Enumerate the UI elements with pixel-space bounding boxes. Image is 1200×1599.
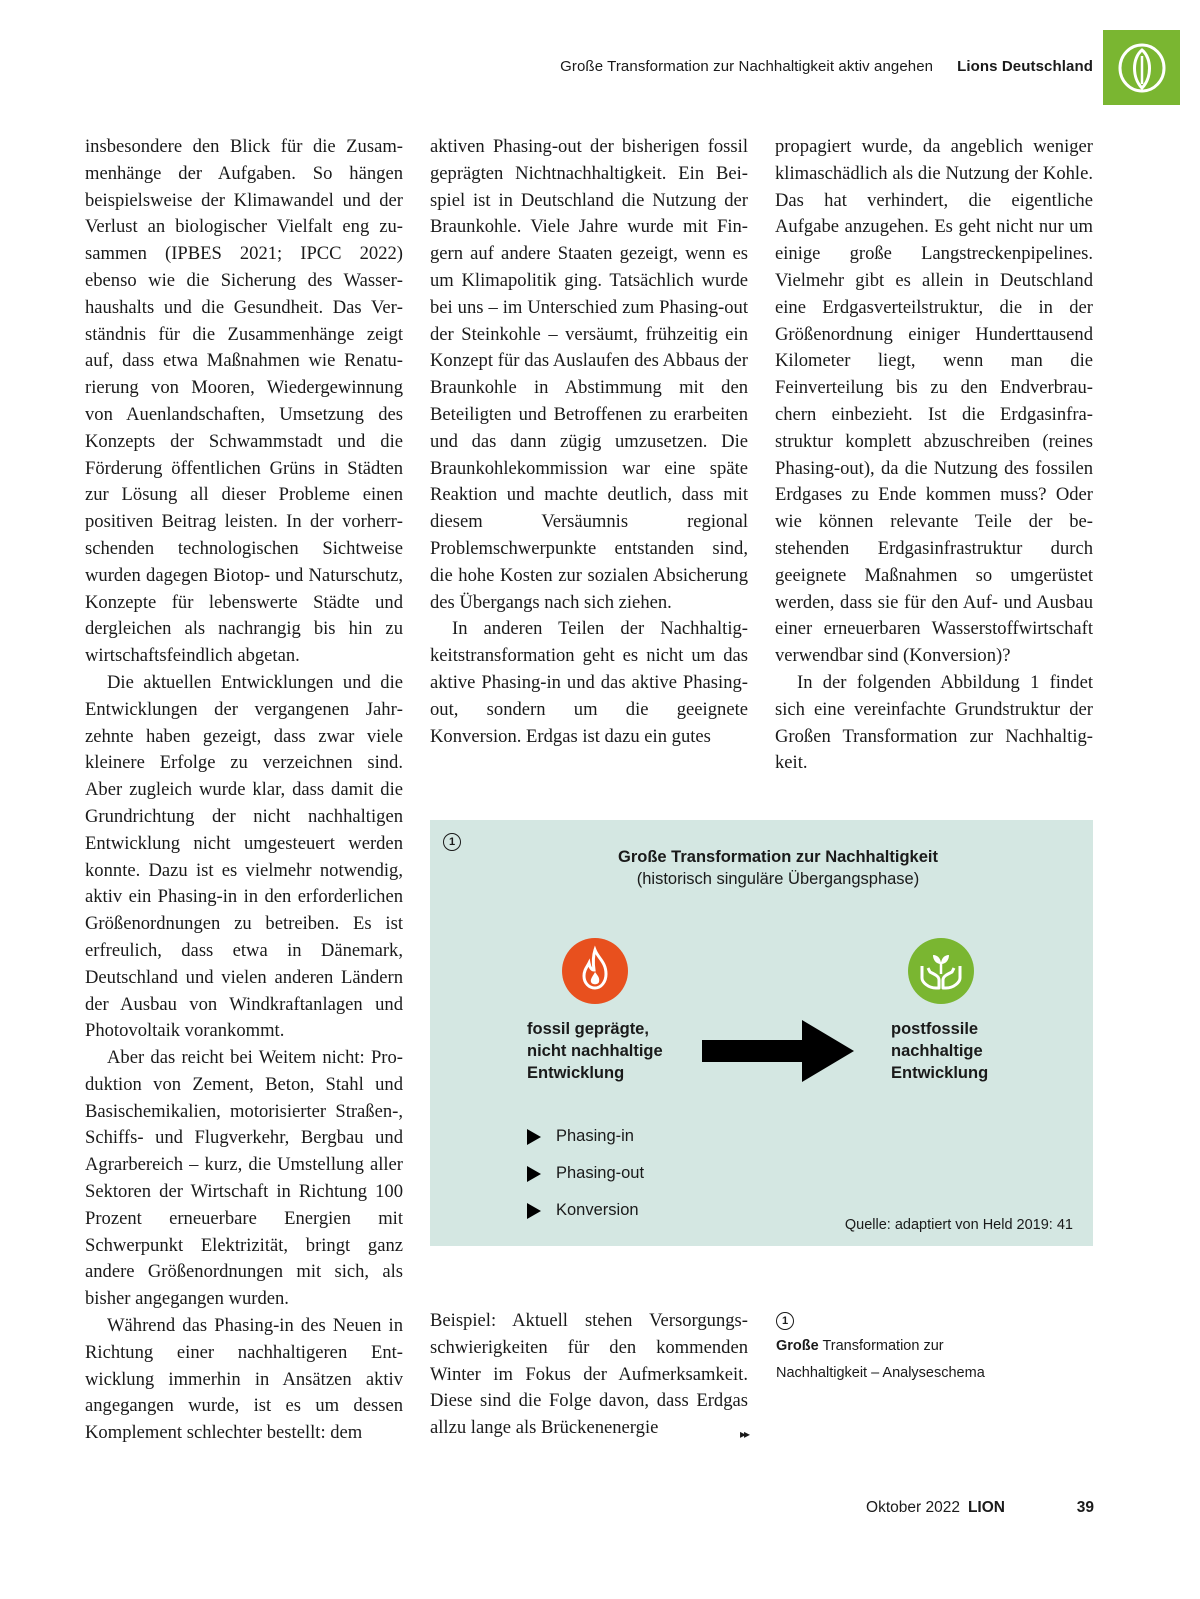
label-line: fossil geprägte, [527,1020,649,1038]
caption-line [776,1333,1096,1360]
list-item-label: Phasing-out [556,1164,645,1182]
caption-line: Nachhaltigkeit – Analyseschema [776,1365,985,1381]
label-line: nachhaltige [891,1042,983,1060]
text-column-2-bottom [430,1308,748,1448]
figure-source: Quelle: adaptiert von Held 2019: 41 [844,1217,1073,1233]
text-column-1 [85,134,403,1447]
flame-icon [562,938,628,1004]
label-fossil-development [527,1018,663,1084]
footer-issue: Oktober 2022 [866,1499,960,1516]
figure-caption [776,1312,1096,1387]
running-head-title: Große Transformation zur Nachhaltigkeit aktiv angehen [560,58,934,75]
figure-number-badge: 1 [443,833,461,851]
paragraph: Die aktuellen Entwicklungen und die Entwicklungen der vergangenen Jahrzehnte haben gezeigt, dass zwar viele kleinere Erfolge zu verzeichnen sind. Aber zugleich wurde klar, dass damit die Grundrichtung der nicht nachhaltigen Entwicklung nicht umgesteuert werden konnte. Dazu ist es vielmehr notwendig, aktiv ein Phasing-in in den erforderlichen Größenordnungen zu betreiben. Es ist erfreulich, dass etwa in Dänemark, Deutschland und vielen anderen Ländern der Ausbau von Windkraftanlagen und Photovoltaik vorankommt. [85,671,403,1042]
running-head-brand: Lions Deutschland [957,58,1093,75]
paragraph [430,1308,748,1442]
label-postfossil-development [891,1018,988,1084]
paragraph-text: Beispiel: Aktuell stehen Versorgungsschwierigkeiten für den kommenden Winter im Fokus der Aufmerksamkeit. Diese sind die Folge davon, dass Erdgas allzu lange als Brückenenergie [430,1310,748,1439]
label-line: Entwicklung [891,1064,989,1082]
paragraph: In der folgenden Abbildung 1 findet sich eine vereinfachte Grundstruktur der Großen Transformation zur Nachhaltigkeit. [775,671,1093,774]
paragraph: Aber das reicht bei Weitem nicht: Produktion von Zement, Beton, Stahl und Basischemikalien, motorisierter Straßen-, Schiffs- und Flugverkehr, Bergbau und Agrarbereich – kurz, die Umstellung aller Sektoren der Wirtschaft in Richtung 100 Prozent erneuerbare Energien mit Schwerpunkt Elektrizität, bringt ganz andere Größenordnungen mit sich, als bisher angegangen wurden. [85,1047,403,1310]
caption-bold: Große [776,1338,819,1354]
triangle-bullet-icon [527,1166,541,1182]
paragraph: propagiert wurde, da angeblich weniger klimaschädlich als die Nutzung der Kohle. Das hat verhindert, die eigentliche Aufgabe anzugehen. Es geht nicht nur um einige große Langstreckenpipelines. Vielmehr gibt es allein in Deutschland eine Erdgasverteilstruktur, die in der Größenordnung einiger Hunderttausend Kilometer liegt, wenn man die Feinverteilung bis zu den Endverbrauchern einbezieht. Ist die Erdgasinfrastruktur komplett abzuschreiben (reines Phasing-out), da die Nutzung des fossilen Erdgases zu Ende kommen muss? Oder wie können relevante Teile der bestehenden Erdgasinfrastruktur durch geeignete Maßnahmen so umgerüstet werden, dass sie für den Auf- und Ausbau einer erneuerbaren Wasserstoffwirtschaft verwendbar sind (Konversion)? [775,136,1093,667]
figure-title: Große Transformation zur Nachhaltigkeit [618,848,938,866]
lions-logo [1103,30,1180,105]
paragraph: aktiven Phasing-out der bisherigen fossil geprägten Nichtnachhaltigkeit. Ein Beispiel ist in Deutschland die Nutzung der Braunkohle. Viele Jahre wurde mit Fingern auf andere Staaten gezeigt, wenn es um Klimapolitik ging. Tatsächlich wurde bei uns – im Unterschied zum Phasing-out der Steinkohle – versäumt, frühzeitig ein Konzept für das Auslaufen des Abbaus der Braunkohle in Abstimmung mit den Beteiligten und Betroffenen zu erarbeiten und das dann zügig umzusetzen. Die Braunkohlekommission war eine späte Reaktion und machte deutlich, dass mit diesem Versäumnis regional Problemschwerpunkte entstanden sind, die hohe Kosten zur sozialen Absicherung des Übergangs nach sich ziehen. [430,136,748,613]
lions-leaf-icon [1117,42,1167,94]
footer-brand: LION [967,1499,1005,1516]
caption-text: Transformation zur [818,1338,944,1354]
caption-number-badge: 1 [776,1312,794,1330]
paragraph: In anderen Teilen der Nachhaltigkeitstransformation geht es nicht um das aktive Phasing-in und das aktive Phasing-out, sondern um die geeignete Konversion. Erdgas ist dazu ein gutes [430,618,748,747]
text-column-3 [775,134,1093,777]
right-arrow-icon [702,1020,856,1082]
text-column-2 [430,134,748,750]
footer [0,1499,1005,1517]
list-item-label: Phasing-in [556,1127,634,1145]
page-number: 39 [1076,1499,1094,1516]
list-item-label: Konversion [556,1201,639,1219]
paragraph: insbesondere den Blick für die Zusammenhänge der Aufgaben. So hängen beispielsweise der Klimawandel und der Verlust an biologischer Vielfalt eng zusammen (IPBES 2021; IPCC 2022) ebenso wie die Sicherung des Wasserhaushalts und die Gesundheit. Das Verständnis für die Zusammenhänge zeigt auf, dass etwa Maßnahmen wie Renaturierung von Mooren, Wiedergewinnung von Auenlandschaften, Umsetzung des Konzepts der Schwammstadt und die Förderung öffentlichen Grüns in Städten zur Lösung all dieser Probleme einen positiven Beitrag leisten. In der vorherrschenden technologischen Sichtweise wurden dagegen Biotop- und Naturschutz, Konzepte für lebenswerte Städte und dergleichen als nachrangig bis hin zu wirtschaftsfeindlich abgetan. [85,136,403,667]
triangle-bullet-icon [527,1129,541,1145]
hands-plant-icon [908,938,974,1004]
running-head [0,58,1093,75]
label-line: nicht nachhaltige [527,1042,663,1060]
triangle-bullet-icon [527,1203,541,1219]
paragraph: Während das Phasing-in des Neuen in Richtung einer nachhaltigeren Entwicklung immerhin in Ansätzen aktiv angegangen wurde, ist es um dessen Komplement schlechter bestellt: dem [85,1315,403,1444]
label-line: postfossile [891,1020,979,1038]
figure-transformation [430,820,1093,1246]
figure-subtitle: (historisch singuläre Übergangsphase) [636,870,920,888]
continue-arrow-icon: ▸▸ [739,1427,748,1442]
label-line: Entwicklung [527,1064,625,1082]
